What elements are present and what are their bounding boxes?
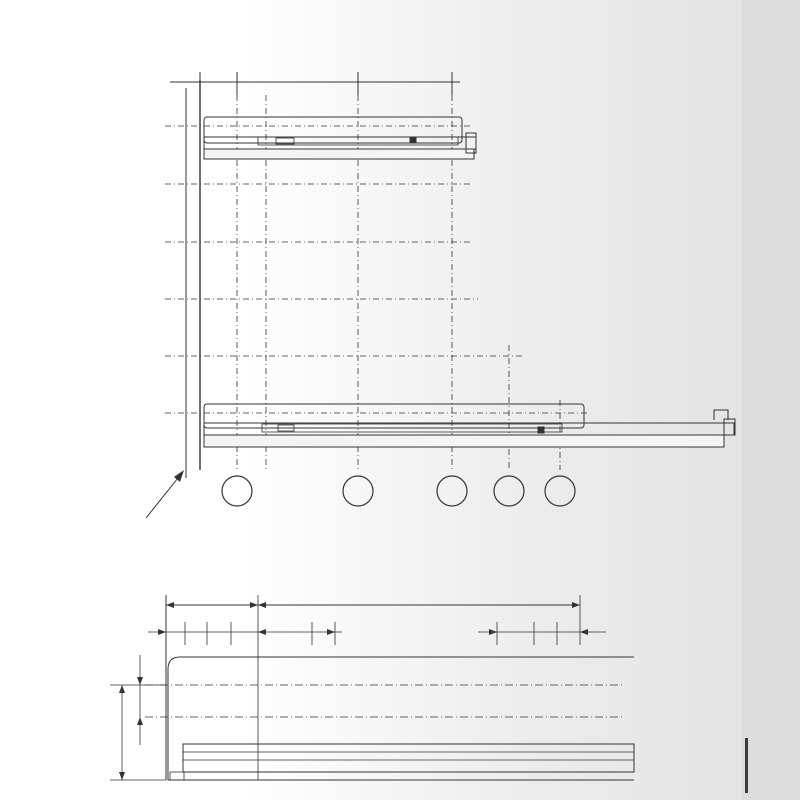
- detail-diagram: [110, 595, 634, 780]
- top-diagram: [146, 72, 735, 518]
